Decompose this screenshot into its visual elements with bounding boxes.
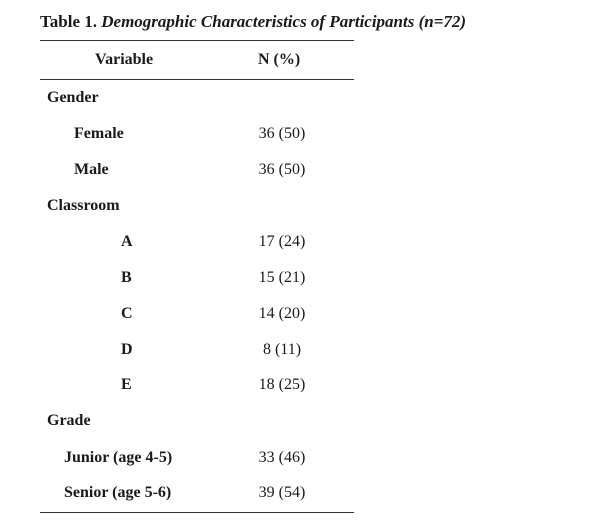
table-title: Demographic Characteristics of Participants (n=72) — [101, 12, 467, 31]
table-row-female — [0, 125, 600, 147]
row-variable: Gender — [47, 89, 99, 106]
row-value: 14 (20) — [258, 305, 306, 322]
row-value: 33 (46) — [258, 449, 306, 466]
row-variable: Grade — [47, 412, 91, 429]
table-label: Table 1. — [40, 12, 98, 31]
row-value: 36 (50) — [258, 125, 306, 142]
table-row-classroom-d — [0, 341, 600, 363]
table-row-classroom-a — [0, 233, 600, 255]
row-variable: C — [121, 305, 133, 322]
header-n-percent: N (%) — [258, 51, 301, 68]
table-top-rule — [40, 40, 354, 41]
row-value: 15 (21) — [258, 269, 306, 286]
row-variable: D — [121, 341, 133, 358]
table-row-classroom-b — [0, 269, 600, 291]
row-variable: E — [121, 376, 132, 393]
table-row-grade — [0, 412, 600, 434]
row-value: 8 (11) — [262, 341, 302, 358]
table-row-junior — [0, 449, 600, 471]
table-bottom-rule — [40, 512, 354, 513]
row-value: 17 (24) — [258, 233, 306, 250]
row-variable: Junior (age 4-5) — [64, 449, 173, 466]
table-row-classroom — [0, 197, 600, 219]
table-row-gender — [0, 89, 600, 111]
row-variable: A — [121, 233, 133, 250]
row-variable: Classroom — [47, 197, 120, 214]
row-variable: Senior (age 5-6) — [64, 484, 172, 501]
row-variable: B — [121, 269, 132, 286]
row-value: 36 (50) — [258, 161, 306, 178]
table-row-classroom-e — [0, 376, 600, 398]
row-value: 18 (25) — [258, 376, 306, 393]
header-variable: Variable — [95, 51, 154, 68]
table-row-senior — [0, 484, 600, 506]
table-row-male — [0, 161, 600, 183]
row-variable: Male — [74, 161, 109, 178]
table-row-classroom-c — [0, 305, 600, 327]
row-variable: Female — [74, 125, 124, 142]
table-header-rule — [40, 79, 354, 80]
row-value: 39 (54) — [258, 484, 306, 501]
table-caption — [40, 12, 466, 32]
